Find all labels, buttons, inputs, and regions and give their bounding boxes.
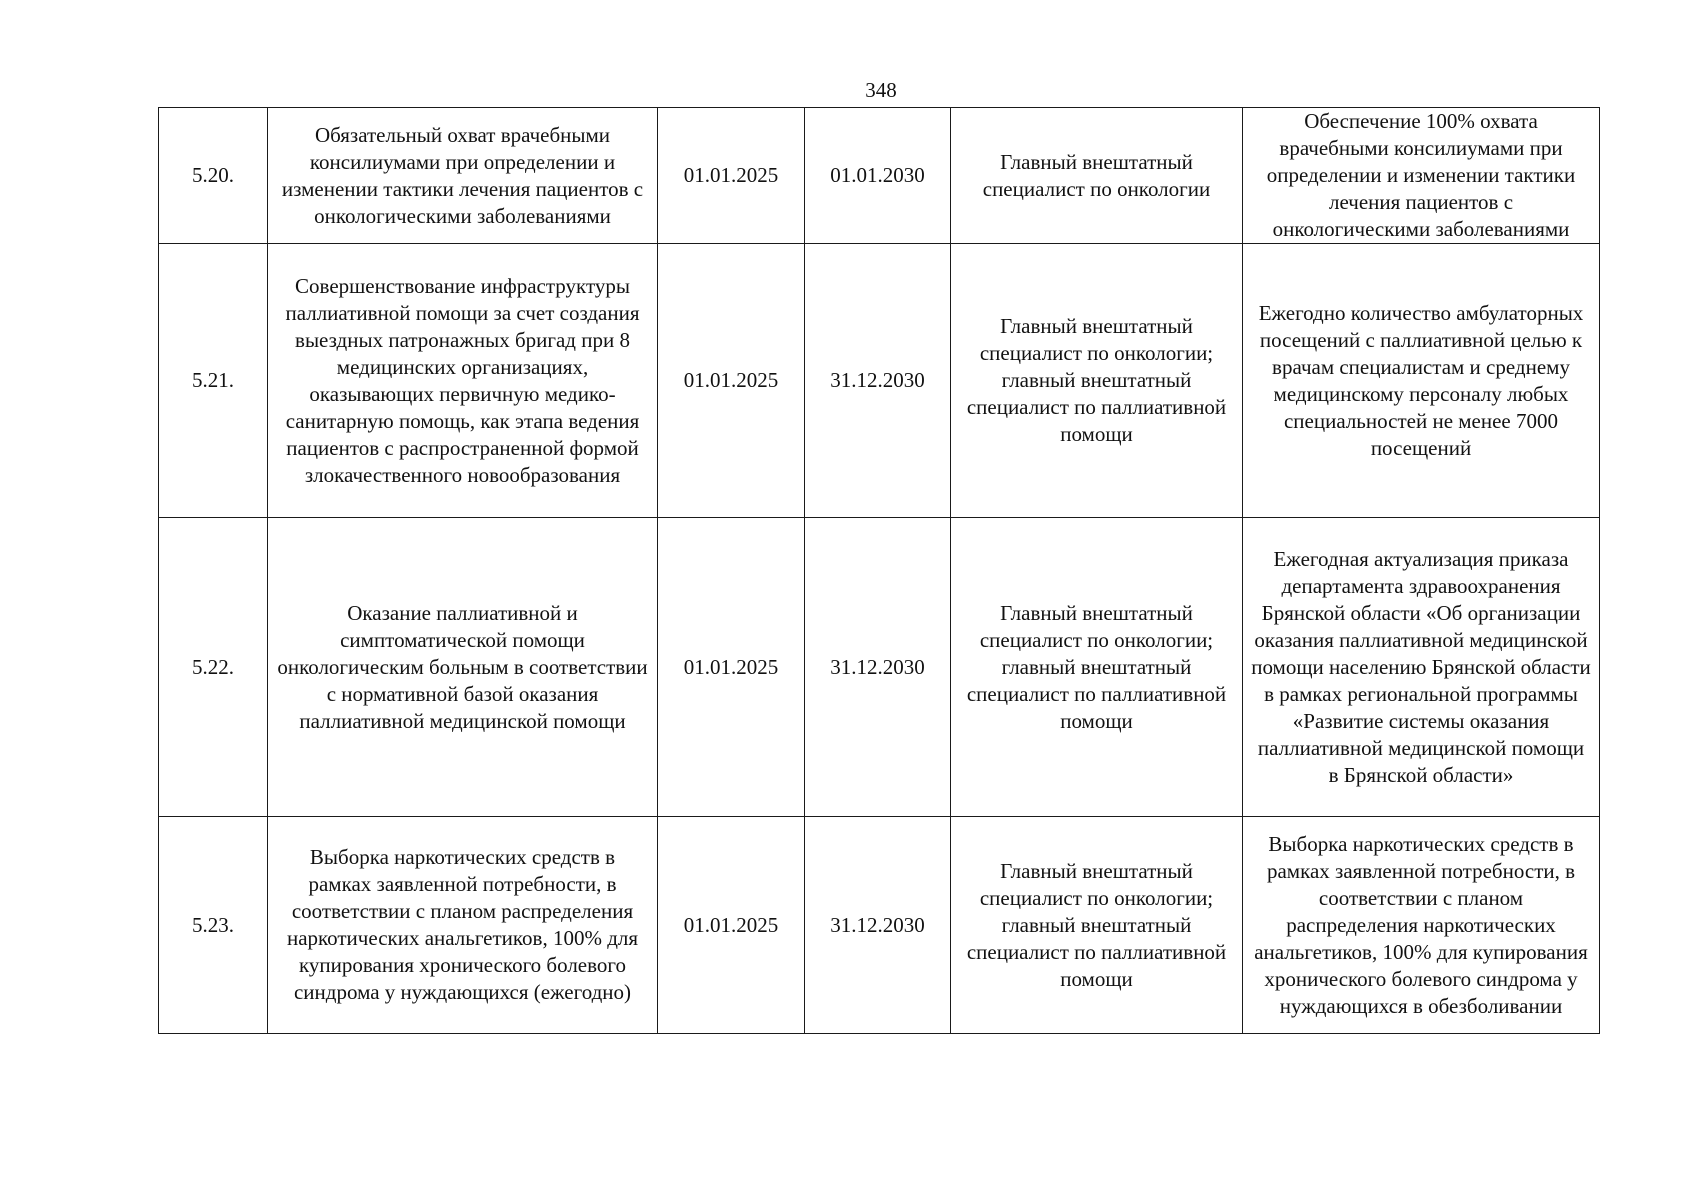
responsible-cell: Главный внештатный специалист по онкологии	[951, 108, 1243, 244]
row-number-cell: 5.22.	[159, 518, 268, 817]
end-date-cell: 01.01.2030	[805, 108, 951, 244]
start-date-cell: 01.01.2025	[658, 108, 805, 244]
page-number: 348	[865, 78, 897, 102]
row-number-cell: 5.21.	[159, 244, 268, 518]
measure-cell: Оказание паллиативной и симптоматической помощи онкологическим больным в соответствии с нормативной базой оказания паллиативной медицинской помощи	[268, 518, 658, 817]
responsible-cell: Главный внештатный специалист по онкологии; главный внештатный специалист по паллиативной помощи	[951, 518, 1243, 817]
result-cell: Ежегодно количество амбулаторных посещений с паллиативной целью к врачам специалистам и среднему медицинскому персоналу любых специальностей не менее 7000 посещений	[1243, 244, 1600, 518]
result-cell: Ежегодная актуализация приказа департамента здравоохранения Брянской области «Об организации оказания паллиативной медицинской помощи населению Брянской области в рамках региональной программы «Развитие системы оказания паллиативной медицинской помощи в Брянской области»	[1243, 518, 1600, 817]
measure-cell: Выборка наркотических средств в рамках заявленной потребности, в соответствии с планом распределения наркотических анальгетиков, 100% для купирования хронического болевого синдрома у нуждающихся (ежегодно)	[268, 817, 658, 1034]
end-date-cell: 31.12.2030	[805, 244, 951, 518]
start-date-cell: 01.01.2025	[658, 244, 805, 518]
measure-cell: Совершенствование инфраструктуры паллиативной помощи за счет создания выездных патронажных бригад при 8 медицинских организациях, оказывающих первичную медико-санитарную помощь, как этапа ведения пациентов с распространенной формой злокачественного новообразования	[268, 244, 658, 518]
table-row	[159, 518, 1600, 817]
start-date-cell: 01.01.2025	[658, 518, 805, 817]
responsible-cell: Главный внештатный специалист по онкологии; главный внештатный специалист по паллиативной помощи	[951, 817, 1243, 1034]
result-cell: Выборка наркотических средств в рамках заявленной потребности, в соответствии с планом распределения наркотических анальгетиков, 100% для купирования хронического болевого синдрома у нуждающихся в обезболивании	[1243, 817, 1600, 1034]
responsible-cell: Главный внештатный специалист по онкологии; главный внештатный специалист по паллиативной помощи	[951, 244, 1243, 518]
row-number-cell: 5.20.	[159, 108, 268, 244]
end-date-cell: 31.12.2030	[805, 518, 951, 817]
table-row	[159, 244, 1600, 518]
result-cell: Обеспечение 100% охвата врачебными консилиумами при определении и изменении тактики лечения пациентов с онкологическими заболеваниями	[1243, 108, 1600, 244]
row-number-cell: 5.23.	[159, 817, 268, 1034]
start-date-cell: 01.01.2025	[658, 817, 805, 1034]
table-row	[159, 108, 1600, 244]
measures-table	[158, 107, 1600, 1034]
end-date-cell: 31.12.2030	[805, 817, 951, 1034]
table-row	[159, 817, 1600, 1034]
measure-cell: Обязательный охват врачебными консилиумами при определении и изменении тактики лечения пациентов с онкологическими заболеваниями	[268, 108, 658, 244]
